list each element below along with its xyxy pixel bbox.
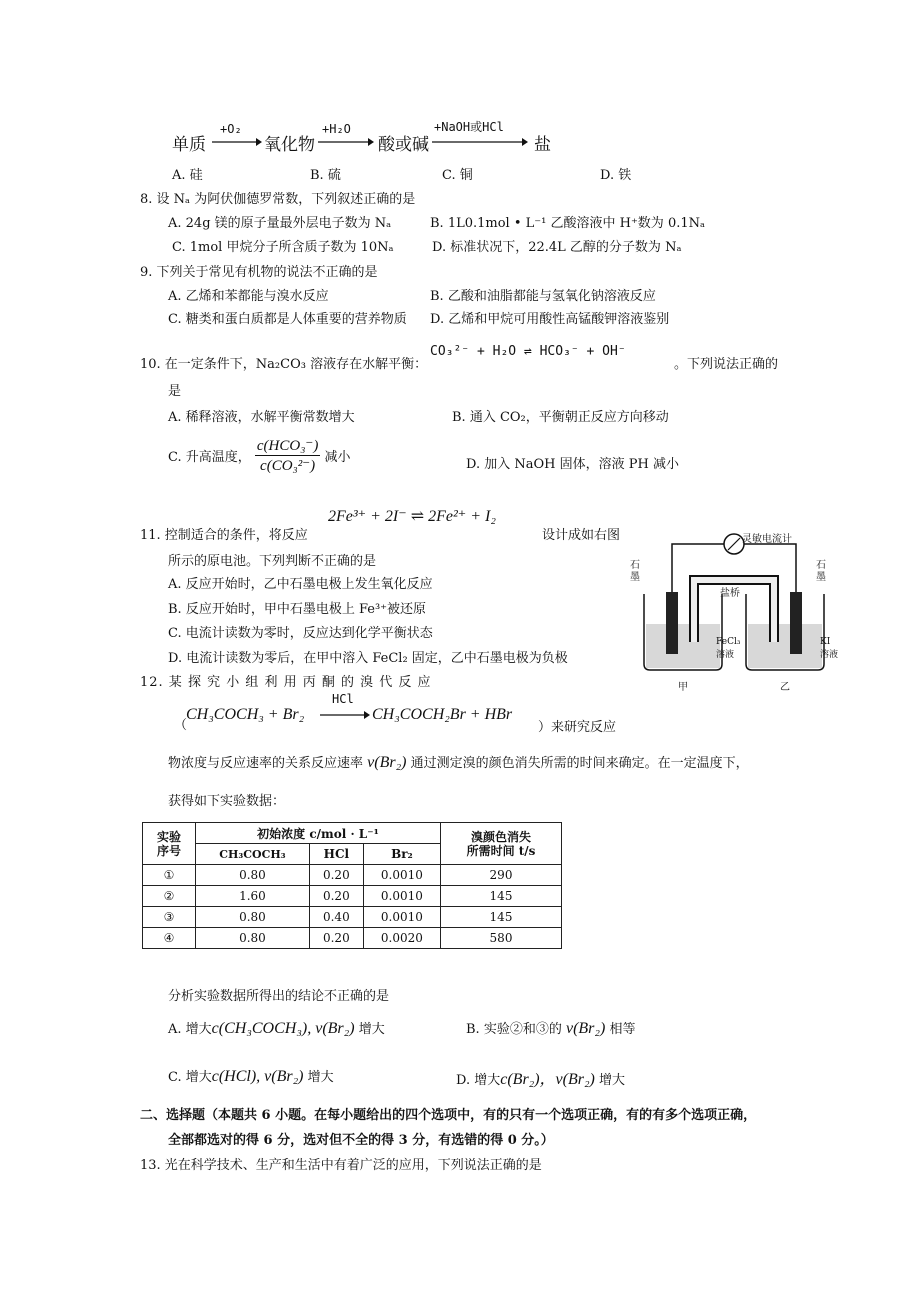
table-cell: 580 bbox=[441, 928, 562, 949]
table-cell: 0.80 bbox=[196, 907, 310, 928]
q9-option-a: A. 乙烯和苯都能与溴水反应 bbox=[168, 289, 329, 304]
arrow-right-icon bbox=[318, 137, 374, 147]
q11-stem-tail: 设计成如右图 bbox=[542, 528, 621, 543]
galvanic-cell-diagram bbox=[630, 524, 838, 694]
q10-option-a: A. 稀释溶液，水解平衡常数增大 bbox=[168, 410, 355, 425]
q11-option-d: D. 电流计读数为零后，在甲中溶入 FeCl₂ 固定，乙中石墨电极为负极 bbox=[168, 651, 568, 666]
q8-option-d: D. 标准状况下，22.4L 乙醇的分子数为 Nₐ bbox=[432, 240, 682, 255]
table-cell: 0.0010 bbox=[363, 865, 440, 886]
q12-line2-var: v(Br₂) bbox=[367, 754, 407, 771]
galvanometer-label: 灵敏电流计 bbox=[742, 534, 792, 545]
q13-stem: 13. 光在科学技术、生产和生活中有着广泛的应用，下列说法正确的是 bbox=[140, 1158, 542, 1173]
left-beaker-label: 甲 bbox=[678, 682, 688, 693]
q10-option-c-pre: C. 升高温度， bbox=[168, 450, 251, 465]
q12-option-c bbox=[168, 1066, 334, 1086]
arrow-right-icon bbox=[432, 137, 528, 147]
table-row bbox=[143, 865, 562, 886]
q10-fraction-numerator: c(HCO₃⁻) bbox=[256, 438, 319, 454]
q12-option-c-pre: C. 增大 bbox=[168, 1070, 212, 1085]
table-cell: 0.20 bbox=[309, 886, 363, 907]
table-cell: 0.0010 bbox=[363, 886, 440, 907]
table-subheader-hcl: HCl bbox=[309, 844, 363, 865]
table-header-conc: 初始浓度 c/mol · L⁻¹ bbox=[196, 823, 441, 844]
q12-option-c-math: c(HCl), v(Br₂) bbox=[211, 1068, 304, 1085]
q11-equation: 2Fe³⁺ + 2I⁻ ⇌ 2Fe²⁺ + I₂ bbox=[328, 508, 496, 525]
table-cell: 0.20 bbox=[309, 865, 363, 886]
table-header-time: 溴颜色消失 所需时间 t/s bbox=[441, 823, 562, 865]
q12-data-table bbox=[142, 822, 562, 949]
chain-substance-4: 盐 bbox=[534, 135, 551, 155]
table-cell: ① bbox=[143, 865, 196, 886]
q12-option-b bbox=[466, 1018, 635, 1038]
table-row bbox=[143, 907, 562, 928]
q12-option-b-math: v(Br₂) bbox=[565, 1020, 606, 1037]
left-solution-label: FeCl₃ 溶液 bbox=[716, 637, 741, 660]
salt-bridge-label: 盐桥 bbox=[720, 588, 740, 599]
q7-option-a: A. 硅 bbox=[172, 168, 203, 183]
q10-option-c bbox=[168, 436, 351, 475]
table-subheader-br2: Br₂ bbox=[363, 844, 440, 865]
table-cell: 1.60 bbox=[196, 886, 310, 907]
q12-line2-post: 通过测定溴的颜色消失所需的时间来确定。在一定温度下， bbox=[410, 756, 749, 771]
table-cell: 290 bbox=[441, 865, 562, 886]
q12-option-d-math: c(Br₂)，v(Br₂) bbox=[500, 1071, 595, 1088]
q10-option-b: B. 通入 CO₂，平衡朝正反应方向移动 bbox=[452, 410, 669, 425]
q12-option-a-post: 增大 bbox=[358, 1022, 385, 1037]
q12-option-b-post: 相等 bbox=[609, 1022, 636, 1037]
q11-line2: 所示的原电池。下列判断不正确的是 bbox=[168, 554, 377, 569]
left-electrode-label: 石墨 bbox=[630, 560, 640, 583]
q10-equation: CO₃²⁻ + H₂O ⇌ HCO₃⁻ + OH⁻ bbox=[430, 344, 626, 359]
q12-option-a-pre: A. 增大 bbox=[168, 1022, 212, 1037]
q10-fraction-denominator: c(CO₃²⁻) bbox=[260, 458, 316, 474]
q9-option-b: B. 乙酸和油脂都能与氢氧化钠溶液反应 bbox=[430, 289, 656, 304]
q9-option-c: C. 糖类和蛋白质都是人体重要的营养物质 bbox=[168, 312, 407, 327]
table-subheader-acetone: CH₃COCH₃ bbox=[196, 844, 310, 865]
table-cell: 0.40 bbox=[309, 907, 363, 928]
q10-fraction bbox=[255, 436, 320, 475]
right-beaker-label: 乙 bbox=[780, 682, 790, 693]
table-cell: 0.80 bbox=[196, 865, 310, 886]
arrow-right-icon bbox=[320, 710, 370, 720]
chain-diagram bbox=[172, 120, 572, 156]
chain-substance-2: 氧化物 bbox=[264, 135, 315, 155]
table-cell: 0.20 bbox=[309, 928, 363, 949]
table-cell: ④ bbox=[143, 928, 196, 949]
q10-stem-tail: 。下列说法正确的 bbox=[674, 357, 779, 372]
q12-option-d-pre: D. 增大 bbox=[456, 1073, 501, 1088]
q7-option-c: C. 铜 bbox=[442, 168, 473, 183]
q12-equation-right: CH₃COCH₂Br + HBr bbox=[372, 706, 513, 723]
q11-option-b: B. 反应开始时，甲中石墨电极上 Fe³⁺被还原 bbox=[168, 602, 427, 617]
q12-equation-tail: ）来研究反应 bbox=[538, 720, 617, 735]
q12-line3: 获得如下实验数据： bbox=[168, 794, 286, 809]
table-cell: 145 bbox=[441, 907, 562, 928]
chain-substance-1: 单质 bbox=[172, 135, 206, 155]
arrow-right-icon bbox=[212, 137, 262, 147]
q12-stem: 12. 某 探 究 小 组 利 用 丙 酮 的 溴 代 反 应 bbox=[140, 675, 432, 690]
table-row bbox=[143, 886, 562, 907]
table-row bbox=[143, 928, 562, 949]
right-solution-label: KI 溶液 bbox=[820, 637, 839, 660]
table-cell: 0.0020 bbox=[363, 928, 440, 949]
q12-data-table-wrap bbox=[142, 822, 562, 949]
q8-option-a: A. 24g 镁的原子量最外层电子数为 Nₐ bbox=[168, 216, 392, 231]
table-cell: ② bbox=[143, 886, 196, 907]
q12-option-d-post: 增大 bbox=[599, 1073, 626, 1088]
q12-option-d bbox=[456, 1066, 625, 1089]
table-cell: 0.0010 bbox=[363, 907, 440, 928]
table-cell: 0.80 bbox=[196, 928, 310, 949]
q12-line2 bbox=[168, 752, 749, 772]
section2-heading-line1: 二、选择题（本题共 6 小题。在每小题给出的四个选项中，有的只有一个选项正确，有的有多个选项正确， bbox=[140, 1108, 757, 1123]
table-cell: ③ bbox=[143, 907, 196, 928]
q9-option-d: D. 乙烯和甲烷可用酸性高锰酸钾溶液鉴别 bbox=[430, 312, 670, 327]
q12-equation: （ CH₃COCH₃ + Br₂ HCl CH₃COCH₂Br + HBr ）来研究反应 bbox=[174, 692, 617, 735]
q8-option-b: B. 1L0.1mol • L⁻¹ 乙酸溶液中 H⁺数为 0.1Nₐ bbox=[430, 216, 706, 231]
chain-substance-3: 酸或碱 bbox=[378, 135, 429, 155]
q12-option-a-math: c(CH₃COCH₃), v(Br₂) bbox=[211, 1020, 355, 1037]
q11-option-a: A. 反应开始时，乙中石墨电极上发生氧化反应 bbox=[168, 577, 433, 592]
q12-option-a bbox=[168, 1018, 385, 1038]
q12-line2-pre: 物浓度与反应速率的关系反应速率 bbox=[168, 756, 364, 771]
q10-option-d: D. 加入 NaOH 固体，溶液 PH 减小 bbox=[466, 457, 679, 472]
q9-stem: 9. 下列关于常见有机物的说法不正确的是 bbox=[140, 265, 378, 280]
q12-option-b-pre: B. 实验②和③的 bbox=[466, 1022, 562, 1037]
chain-arrow-label-1: +O₂ bbox=[220, 122, 242, 136]
q8-option-c: C. 1mol 甲烷分子所含质子数为 10Nₐ bbox=[172, 240, 394, 255]
section2-heading-line2: 全部都选对的得 6 分，选对但不全的得 3 分，有选错的得 0 分。） bbox=[168, 1133, 554, 1148]
q12-conclusion: 分析实验数据所得出的结论不正确的是 bbox=[168, 989, 390, 1004]
q12-equation-left: CH₃COCH₃ + Br₂ bbox=[186, 706, 305, 723]
galvanic-cell-figure bbox=[630, 524, 838, 694]
q10-stem-tail2: 是 bbox=[168, 384, 182, 399]
q12-option-c-post: 增大 bbox=[307, 1070, 334, 1085]
chain-arrow-label-2: +H₂O bbox=[322, 122, 351, 136]
q7-option-d: D. 铁 bbox=[600, 168, 632, 183]
chain-arrow-label-3: +NaOH或HCl bbox=[434, 120, 504, 134]
table-header-exp: 实验 序号 bbox=[143, 823, 196, 865]
q7-option-b: B. 硫 bbox=[310, 168, 341, 183]
table-cell: 145 bbox=[441, 886, 562, 907]
q12-equation-catalyst: HCl bbox=[332, 692, 354, 706]
q10-stem: 10. 在一定条件下，Na₂CO₃ 溶液存在水解平衡： bbox=[140, 357, 428, 372]
q11-option-c: C. 电流计读数为零时，反应达到化学平衡状态 bbox=[168, 626, 433, 641]
q11-stem: 11. 控制适合的条件，将反应 bbox=[140, 528, 308, 543]
right-electrode-label: 石墨 bbox=[816, 560, 826, 583]
q10-option-c-post: 减小 bbox=[324, 450, 351, 465]
q8-stem: 8. 设 Nₐ 为阿伏伽德罗常数，下列叙述正确的是 bbox=[140, 192, 416, 207]
